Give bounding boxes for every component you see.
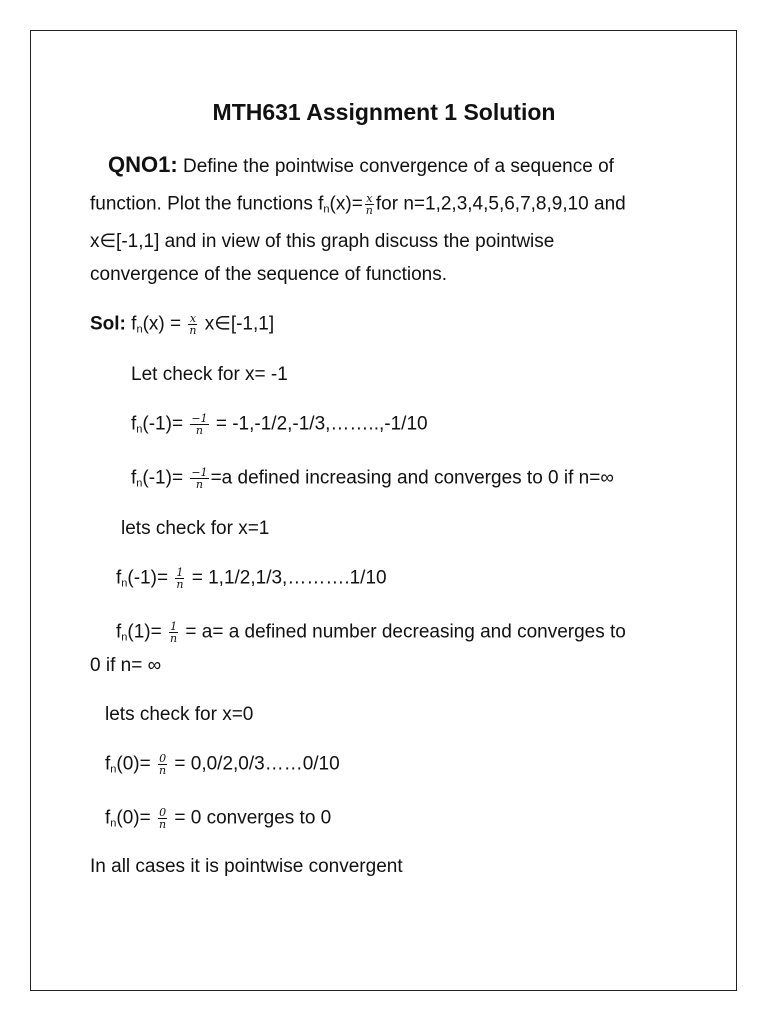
solution-text: = 0 converges to 0: [174, 807, 332, 829]
solution-line-4: [131, 467, 614, 490]
solution-text: = 0,0/2,0/3……0/10: [174, 753, 340, 775]
fraction-numerator: −1: [191, 466, 208, 479]
solution-text: f: [131, 467, 137, 489]
fraction: [169, 621, 178, 644]
question-line-2: [90, 193, 626, 216]
fraction-denominator: n: [159, 764, 167, 777]
fraction-numerator: 0: [159, 752, 167, 765]
fraction-numerator: 1: [176, 566, 184, 579]
solution-text: = a= a defined number decreasing and converges to: [185, 621, 626, 643]
solution-text: f: [105, 807, 111, 829]
fraction-denominator: n: [189, 324, 197, 337]
fraction: [158, 753, 167, 776]
solution-conclusion: In all cases it is pointwise convergent: [90, 856, 403, 877]
subscript: n: [136, 323, 143, 336]
fraction-numerator: −1: [191, 412, 208, 425]
solution-text: f: [116, 621, 122, 643]
fraction-denominator: n: [195, 478, 203, 491]
solution-text: (-1)=: [142, 467, 184, 489]
solution-text: (1)=: [127, 621, 162, 643]
fraction-denominator: n: [170, 632, 178, 645]
solution-line-10: [105, 753, 340, 776]
question-text-2a: function. Plot the functions f: [90, 193, 324, 215]
subscript: n: [121, 577, 128, 590]
solution-label: Sol:: [90, 313, 126, 335]
fraction: [175, 567, 184, 590]
solution-text: =a defined increasing and converges to 0 if n=∞: [210, 467, 614, 489]
fraction-numerator: x: [366, 192, 373, 205]
solution-line-9: lets check for x=0: [105, 704, 254, 725]
question-text-2c: for n=1,2,3,4,5,6,7,8,9,10 and: [375, 193, 626, 215]
solution-text: (-1)=: [127, 567, 169, 589]
solution-text: (-1)=: [142, 413, 184, 435]
solution-text: x∈[-1,1]: [204, 313, 275, 335]
solution-line-7: [116, 621, 626, 644]
subscript: n: [110, 763, 117, 776]
fraction: [190, 413, 208, 436]
solution-text: = 1,1/2,1/3,……….1/10: [191, 567, 387, 589]
subscript: n: [110, 817, 117, 830]
solution-text: f: [131, 313, 137, 335]
fraction: [158, 807, 167, 830]
solution-line-11: [105, 807, 331, 830]
fraction-denominator: n: [176, 578, 184, 591]
solution-line-5: lets check for x=1: [121, 518, 270, 539]
solution-text: f: [131, 413, 137, 435]
fraction: [365, 193, 374, 216]
fraction-denominator: n: [365, 204, 373, 217]
solution-line-2: Let check for x= -1: [131, 364, 288, 385]
fraction: [188, 313, 197, 336]
question-line-3: x∈[-1,1] and in view of this graph discuss the pointwise: [90, 231, 555, 252]
solution-text: = -1,-1/2,-1/3,……..,-1/10: [215, 413, 428, 435]
fraction: [190, 467, 208, 490]
question-line-1: [108, 154, 614, 178]
solution-line-1: [90, 313, 274, 336]
fraction-numerator: x: [189, 312, 197, 325]
question-line-4: convergence of the sequence of functions.: [90, 264, 448, 285]
question-label: QNO1:: [108, 152, 178, 177]
question-text-1: Define the pointwise convergence of a sequence of: [182, 156, 614, 177]
question-text-2b: (x)=: [329, 193, 363, 215]
solution-text: (0)=: [116, 807, 151, 829]
fraction-denominator: n: [159, 818, 167, 831]
solution-text: (x) =: [142, 313, 182, 335]
solution-line-3: [131, 413, 428, 436]
subscript: n: [323, 203, 330, 216]
solution-text: f: [105, 753, 111, 775]
solution-text: f: [116, 567, 122, 589]
subscript: n: [136, 477, 143, 490]
fraction-denominator: n: [195, 424, 203, 437]
fraction-numerator: 0: [159, 806, 167, 819]
document-title: MTH631 Assignment 1 Solution: [212, 99, 556, 125]
solution-line-8: 0 if n= ∞: [90, 655, 162, 676]
solution-text: (0)=: [116, 753, 151, 775]
solution-line-6: [116, 567, 387, 590]
subscript: n: [136, 423, 143, 436]
subscript: n: [121, 631, 128, 644]
fraction-numerator: 1: [170, 620, 178, 633]
